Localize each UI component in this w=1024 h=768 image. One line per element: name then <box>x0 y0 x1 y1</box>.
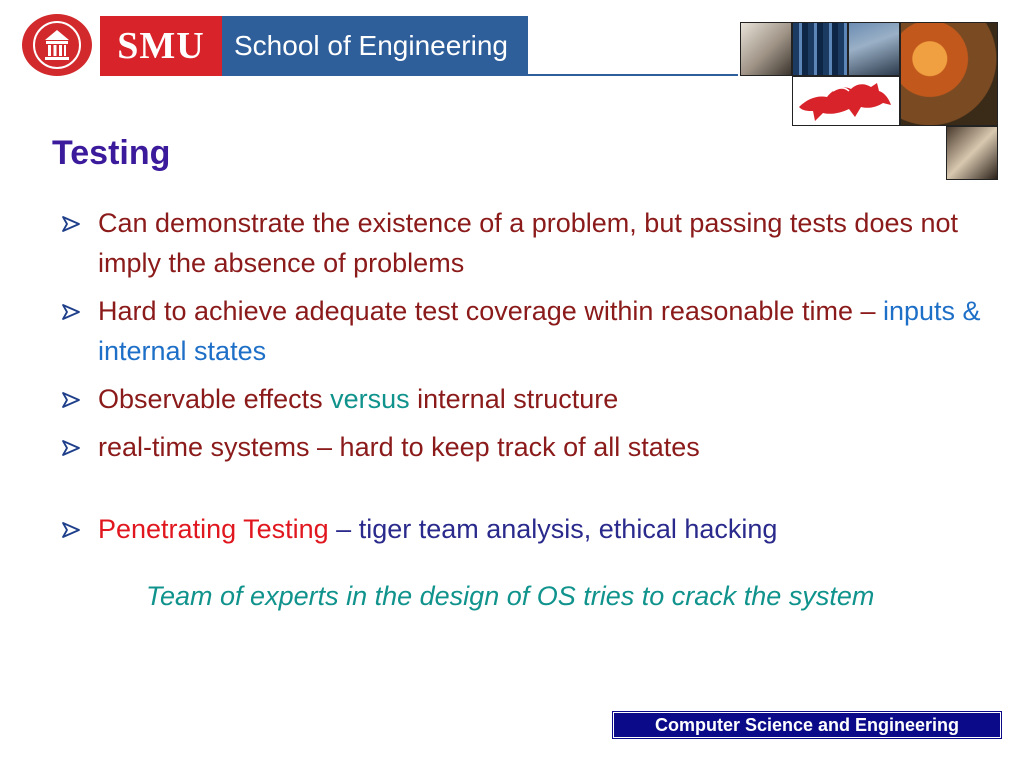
slide-title: Testing <box>52 134 171 172</box>
bullet-item <box>60 379 990 419</box>
photo-portrait <box>740 22 792 76</box>
school-logo-banner <box>100 16 528 76</box>
bullet-text: Hard to achieve adequate test coverage within reasonable time – <box>98 296 883 326</box>
arrow-bullet-icon <box>60 215 82 233</box>
smu-seal-icon <box>22 14 92 76</box>
bullet-item <box>60 509 990 549</box>
sub-bullet-text: Team of experts in the design of OS tries to crack the system <box>146 581 875 611</box>
photo-server-rack <box>792 22 848 76</box>
arrow-bullet-icon <box>60 391 82 409</box>
arrow-bullet-icon <box>60 303 82 321</box>
bullet-list <box>60 203 990 557</box>
bullet-highlight: inputs & internal states <box>98 296 981 366</box>
bullet-item <box>60 291 990 371</box>
bullet-text: Observable effects <box>98 384 331 414</box>
footer-department-label: Computer Science and Engineering <box>613 712 1001 738</box>
bullet-item <box>60 427 990 467</box>
bullet-highlight: versus <box>330 384 410 414</box>
photo-building <box>848 22 900 76</box>
school-name: School of Engineering <box>222 16 528 76</box>
bullet-text: – tiger team analysis, ethical hacking <box>328 514 778 544</box>
header-divider <box>528 74 738 76</box>
bullet-highlight: Penetrating Testing <box>98 514 329 544</box>
photo-autumn-tree <box>900 22 998 126</box>
bullet-text: internal structure <box>409 384 619 414</box>
bullet-text: Can demonstrate the existence of a problem, but passing tests does not imply the absence of problems <box>98 208 959 278</box>
bullet-text: real-time systems – hard to keep track of all states <box>98 432 700 462</box>
smu-logo-text: SMU <box>100 16 222 76</box>
arrow-bullet-icon <box>60 439 82 457</box>
photo-classroom <box>946 126 998 180</box>
bullet-item <box>60 203 990 283</box>
arrow-bullet-icon <box>60 521 82 539</box>
mustang-logo-icon <box>792 76 900 126</box>
